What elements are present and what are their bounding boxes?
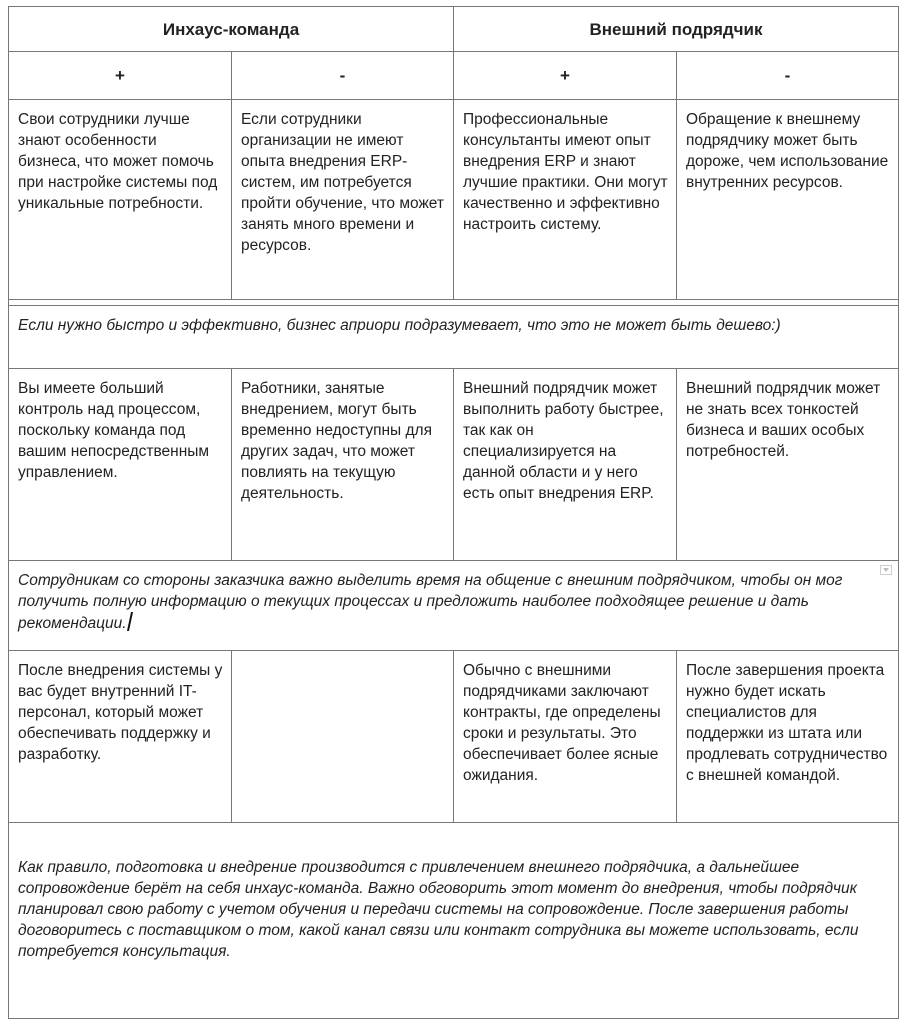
dropdown-icon[interactable] — [880, 565, 892, 575]
note-row — [9, 561, 899, 651]
note-text: Сотрудникам со стороны заказчика важно выделить время на общение с внешним подрядчиком, чтобы он мог получить полную информацию о текущих процессах и предложить наиболее подходящее решение и дать рекомендации. — [18, 572, 843, 632]
note-cell[interactable]: Если нужно быстро и эффективно, бизнес априори подразумевает, что это не может быть дешево:) — [9, 306, 899, 369]
note-cell-active[interactable] — [9, 561, 899, 651]
inhouse-minus-header[interactable]: - — [232, 52, 454, 100]
header-contractor[interactable]: Внешний подрядчик — [454, 7, 899, 52]
note-row — [9, 306, 899, 369]
contractor-plus-cell[interactable]: Профессиональные консультанты имеют опыт внедрения ERP и знают лучшие практики. Они могут качественно и эффективно настроить систему. — [454, 100, 677, 300]
contractor-plus-header[interactable]: + — [454, 52, 677, 100]
table-row — [9, 100, 899, 300]
contractor-plus-cell[interactable]: Внешний подрядчик может выполнить работу быстрее, так как он специализируется на данной области и у него есть опыт внедрения ERP. — [454, 369, 677, 561]
comparison-table — [8, 6, 899, 1019]
inhouse-minus-cell[interactable]: Если сотрудники организации не имеют опыта внедрения ERP-систем, им потребуется пройти обучение, что может занять много времени и ресурсов. — [232, 100, 454, 300]
inhouse-minus-cell-empty[interactable] — [232, 651, 454, 823]
contractor-minus-cell[interactable]: Внешний подрядчик может не знать всех тонкостей бизнеса и ваших особых потребностей. — [677, 369, 899, 561]
contractor-plus-cell[interactable]: Обычно с внешними подрядчиками заключают контракты, где определены сроки и результаты. Это обеспечивает более ясные ожидания. — [454, 651, 677, 823]
inhouse-plus-header[interactable]: + — [9, 52, 232, 100]
note-cell[interactable]: Как правило, подготовка и внедрение производится с привлечением внешнего подрядчика, а дальнейшее сопровождение берёт на себя инхаус-команда. Важно обговорить этот момент до внедрения, чтобы подрядчик планировал свою работу с учетом обучения и передачи системы на сопровождение. После завершения работы договоритесь с поставщиком о том, какой канал связи или контакт сотрудника вы можете использовать, если потребуется консультация. — [9, 823, 899, 1019]
contractor-minus-header[interactable]: - — [677, 52, 899, 100]
inhouse-plus-cell[interactable]: Вы имеете больший контроль над процессом, поскольку команда под вашим непосредственным управлением. — [9, 369, 232, 561]
note-row — [9, 823, 899, 1019]
inhouse-minus-cell[interactable]: Работники, занятые внедрением, могут быть временно недоступны для других задач, что может повлиять на текущую деятельность. — [232, 369, 454, 561]
table-row — [9, 651, 899, 823]
inhouse-plus-cell[interactable]: Свои сотрудники лучше знают особенности бизнеса, что может помочь при настройке системы под уникальные потребности. — [9, 100, 232, 300]
contractor-minus-cell[interactable]: Обращение к внешнему подрядчику может быть дороже, чем использование внутренних ресурсов. — [677, 100, 899, 300]
header-row — [9, 7, 899, 52]
contractor-minus-cell[interactable]: После завершения проекта нужно будет искать специалистов для поддержки из штата или продлевать сотрудничество с внешней командой. — [677, 651, 899, 823]
signs-row — [9, 52, 899, 100]
inhouse-plus-cell[interactable]: После внедрения системы у вас будет внутренний IT-персонал, который может обеспечивать поддержку и разработку. — [9, 651, 232, 823]
text-cursor — [127, 612, 133, 631]
header-inhouse[interactable]: Инхаус-команда — [9, 7, 454, 52]
table-row — [9, 369, 899, 561]
